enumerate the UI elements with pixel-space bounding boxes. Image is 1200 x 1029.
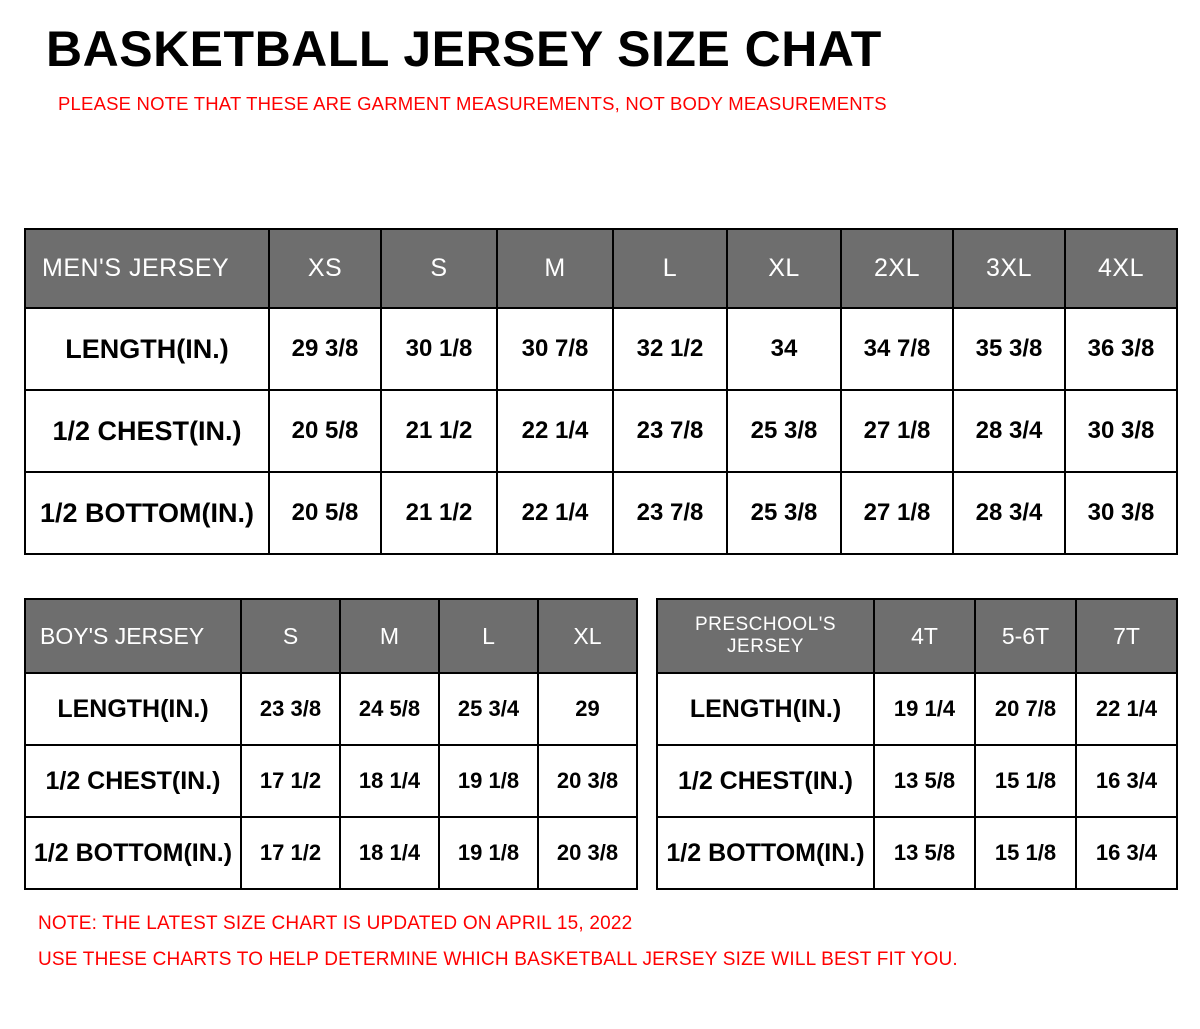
cell-bottom-m: 22 1/4 xyxy=(497,472,613,554)
table-row xyxy=(25,472,1177,554)
cell-chest-l: 23 7/8 xyxy=(613,390,727,472)
column-header-3xl: 3XL xyxy=(953,229,1065,308)
cell-chest-5-6t: 15 1/8 xyxy=(975,745,1076,817)
cell-bottom-7t: 16 3/4 xyxy=(1076,817,1177,889)
column-header-m: M xyxy=(497,229,613,308)
cell-length-4xl: 36 3/8 xyxy=(1065,308,1177,390)
row-label-length: LENGTH(IN.) xyxy=(25,673,241,745)
cell-length-l: 32 1/2 xyxy=(613,308,727,390)
cell-bottom-3xl: 28 3/4 xyxy=(953,472,1065,554)
column-header-l: L xyxy=(439,599,538,673)
cell-bottom-2xl: 27 1/8 xyxy=(841,472,953,554)
column-header-category: MEN'S JERSEY xyxy=(25,229,269,308)
cell-chest-m: 18 1/4 xyxy=(340,745,439,817)
column-header-s: S xyxy=(241,599,340,673)
column-header-2xl: 2XL xyxy=(841,229,953,308)
row-label-half-bottom: 1/2 BOTTOM(IN.) xyxy=(25,817,241,889)
cell-bottom-5-6t: 15 1/8 xyxy=(975,817,1076,889)
cell-chest-7t: 16 3/4 xyxy=(1076,745,1177,817)
column-header-m: M xyxy=(340,599,439,673)
cell-length-m: 30 7/8 xyxy=(497,308,613,390)
cell-chest-4xl: 30 3/8 xyxy=(1065,390,1177,472)
table-row xyxy=(657,817,1177,889)
preschool-jersey-table xyxy=(656,598,1178,890)
cell-length-xs: 29 3/8 xyxy=(269,308,381,390)
row-label-half-bottom: 1/2 BOTTOM(IN.) xyxy=(657,817,874,889)
cell-chest-4t: 13 5/8 xyxy=(874,745,975,817)
page-title: BASKETBALL JERSEY SIZE CHAT xyxy=(46,21,882,77)
table-header-row xyxy=(25,229,1177,308)
column-header-4t: 4T xyxy=(874,599,975,673)
column-header-xl: XL xyxy=(538,599,637,673)
cell-length-s: 30 1/8 xyxy=(381,308,497,390)
cell-length-5-6t: 20 7/8 xyxy=(975,673,1076,745)
cell-chest-xs: 20 5/8 xyxy=(269,390,381,472)
row-label-half-chest: 1/2 CHEST(IN.) xyxy=(25,390,269,472)
cell-bottom-l: 23 7/8 xyxy=(613,472,727,554)
measurement-disclaimer: PLEASE NOTE THAT THESE ARE GARMENT MEASUREMENTS, NOT BODY MEASUREMENTS xyxy=(58,93,887,114)
cell-length-xl: 29 xyxy=(538,673,637,745)
cell-bottom-m: 18 1/4 xyxy=(340,817,439,889)
table-header-row xyxy=(25,599,637,673)
column-header-category: PRESCHOOL'S JERSEY xyxy=(657,599,874,673)
cell-length-xl: 34 xyxy=(727,308,841,390)
table-row xyxy=(25,308,1177,390)
cell-bottom-s: 17 1/2 xyxy=(241,817,340,889)
table-row xyxy=(657,673,1177,745)
cell-bottom-4t: 13 5/8 xyxy=(874,817,975,889)
column-header-xl: XL xyxy=(727,229,841,308)
row-label-half-bottom: 1/2 BOTTOM(IN.) xyxy=(25,472,269,554)
footer-note-usage: USE THESE CHARTS TO HELP DETERMINE WHICH BASKETBALL JERSEY SIZE WILL BEST FIT YOU. xyxy=(38,949,958,971)
row-label-length: LENGTH(IN.) xyxy=(657,673,874,745)
preschool-jersey-table-wrapper xyxy=(656,598,1178,890)
cell-length-3xl: 35 3/8 xyxy=(953,308,1065,390)
cell-length-m: 24 5/8 xyxy=(340,673,439,745)
cell-length-l: 25 3/4 xyxy=(439,673,538,745)
cell-bottom-xs: 20 5/8 xyxy=(269,472,381,554)
cell-bottom-xl: 25 3/8 xyxy=(727,472,841,554)
table-header-row xyxy=(657,599,1177,673)
cell-chest-2xl: 27 1/8 xyxy=(841,390,953,472)
cell-chest-l: 19 1/8 xyxy=(439,745,538,817)
cell-bottom-xl: 20 3/8 xyxy=(538,817,637,889)
row-label-length: LENGTH(IN.) xyxy=(25,308,269,390)
cell-bottom-s: 21 1/2 xyxy=(381,472,497,554)
column-header-category: BOY'S JERSEY xyxy=(25,599,241,673)
cell-bottom-l: 19 1/8 xyxy=(439,817,538,889)
footer-note-update: NOTE: THE LATEST SIZE CHART IS UPDATED ON APRIL 15, 2022 xyxy=(38,913,633,934)
cell-length-s: 23 3/8 xyxy=(241,673,340,745)
mens-jersey-table xyxy=(24,228,1178,555)
column-header-s: S xyxy=(381,229,497,308)
footer-notes xyxy=(38,906,958,978)
table-row xyxy=(25,390,1177,472)
cell-chest-3xl: 28 3/4 xyxy=(953,390,1065,472)
cell-chest-m: 22 1/4 xyxy=(497,390,613,472)
boys-jersey-table xyxy=(24,598,638,890)
table-row xyxy=(657,745,1177,817)
cell-chest-s: 21 1/2 xyxy=(381,390,497,472)
cell-chest-xl: 20 3/8 xyxy=(538,745,637,817)
column-header-5-6t: 5-6T xyxy=(975,599,1076,673)
table-row xyxy=(25,745,637,817)
size-chart-page xyxy=(0,22,1200,1029)
row-label-half-chest: 1/2 CHEST(IN.) xyxy=(657,745,874,817)
cell-length-4t: 19 1/4 xyxy=(874,673,975,745)
boys-jersey-table-wrapper xyxy=(24,598,638,890)
cell-length-7t: 22 1/4 xyxy=(1076,673,1177,745)
column-header-xs: XS xyxy=(269,229,381,308)
cell-bottom-4xl: 30 3/8 xyxy=(1065,472,1177,554)
cell-chest-xl: 25 3/8 xyxy=(727,390,841,472)
cell-length-2xl: 34 7/8 xyxy=(841,308,953,390)
table-row xyxy=(25,673,637,745)
row-label-half-chest: 1/2 CHEST(IN.) xyxy=(25,745,241,817)
table-row xyxy=(25,817,637,889)
cell-chest-s: 17 1/2 xyxy=(241,745,340,817)
column-header-4xl: 4XL xyxy=(1065,229,1177,308)
column-header-l: L xyxy=(613,229,727,308)
column-header-7t: 7T xyxy=(1076,599,1177,673)
mens-jersey-table-wrapper xyxy=(24,228,1178,555)
